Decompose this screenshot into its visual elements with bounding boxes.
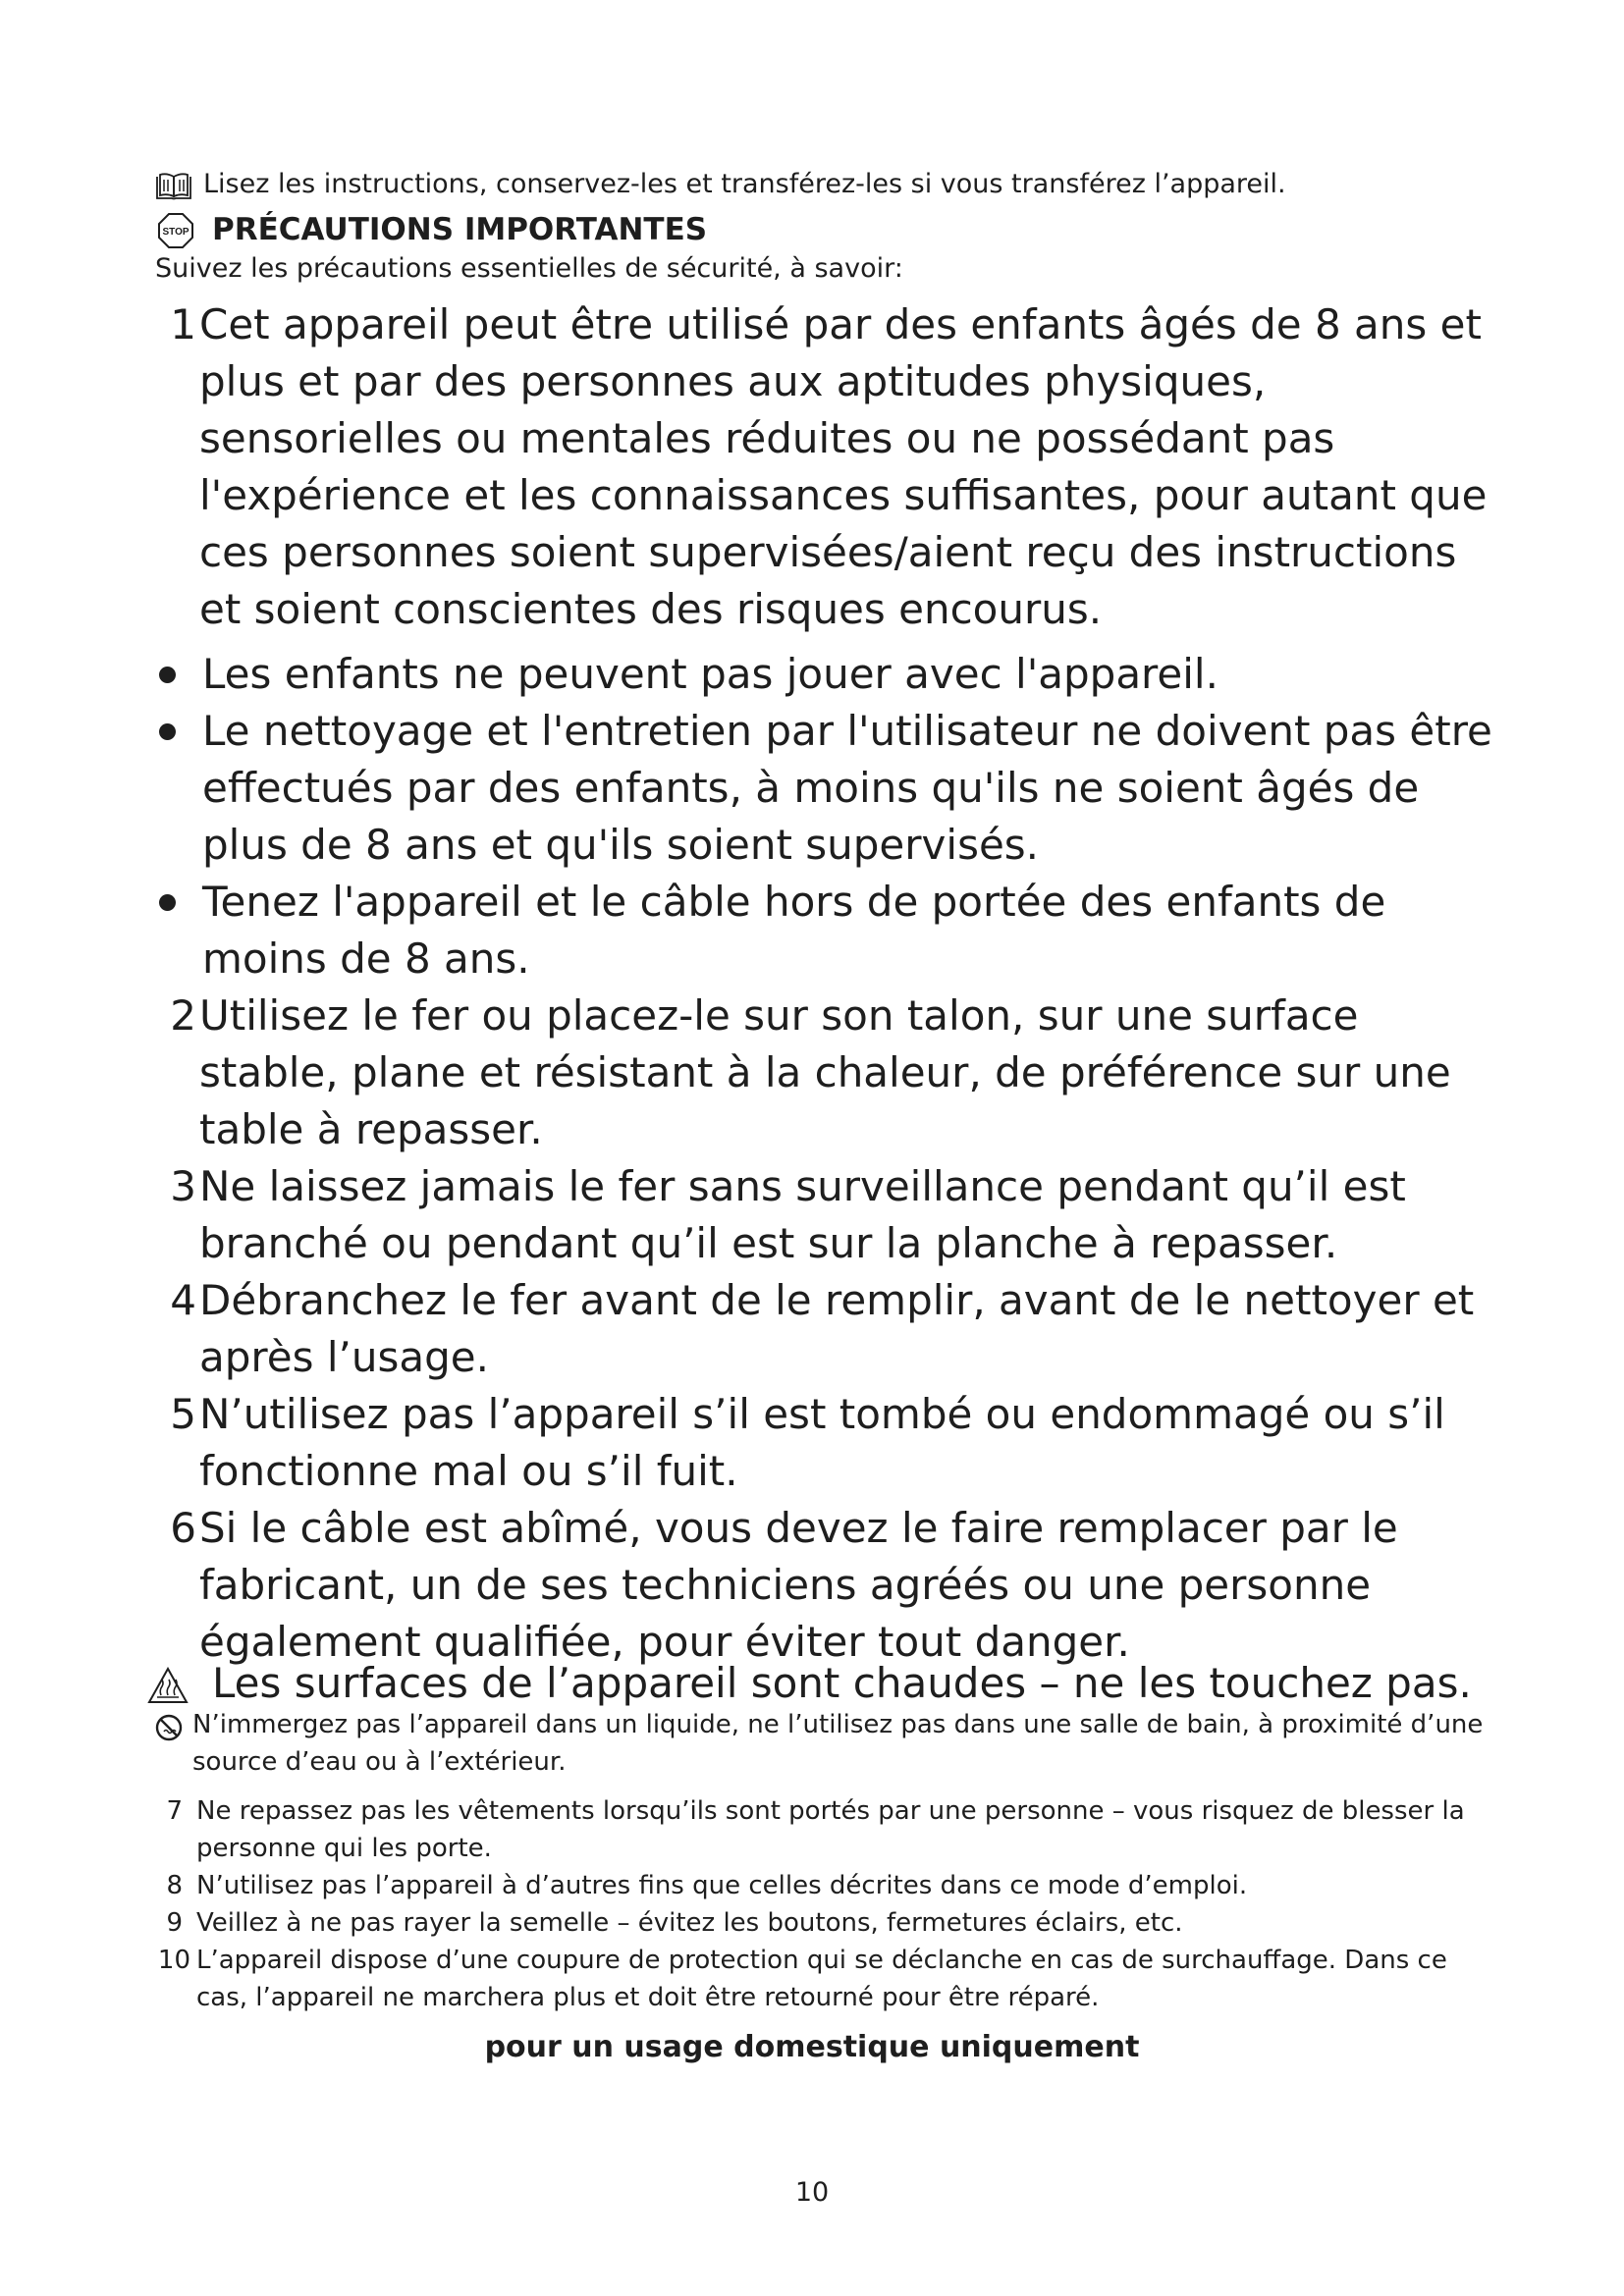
item-text: Veillez à ne pas rayer la semelle – évitez les boutons, fermetures éclairs, etc. [196, 1908, 1183, 1938]
domestic-use-note: pour un usage domestique uniquement [484, 2030, 1140, 2064]
no-immerse-warning: N’immergez pas l’appareil dans un liquide, ne l’utilisez pas dans une salle de bain, à proximité d’une source d’eau ou à l’extérieur. [192, 1710, 1484, 1777]
bullet-dot [159, 667, 176, 683]
svg-text:STOP: STOP [162, 227, 189, 238]
hot-surface-warning-icon [147, 1667, 189, 1704]
item-number: 7 [166, 1796, 183, 1826]
item-text: N’utilisez pas l’appareil s’il est tombé ou endommagé ou s’il fonctionne mal ou s’il fuit. [199, 1390, 1445, 1495]
item-number: 10 [157, 1946, 190, 1975]
bullet-text: Les enfants ne peuvent pas jouer avec l'appareil. [202, 650, 1218, 698]
item-text: Ne repassez pas les vêtements lorsqu’ils sont portés par une personne – vous risquez de blesser la personne qui les porte. [196, 1796, 1465, 1863]
no-immerse-icon [155, 1714, 183, 1741]
page-number: 10 [794, 2177, 830, 2208]
item-text: L’appareil dispose d’une coupure de protection qui se déclanche en cas de surchauffage. Dans ce cas, l’appareil ne marchera plus et doit être retourné pour être réparé. [196, 1946, 1447, 2012]
item-number: 9 [166, 1908, 183, 1938]
item-number: 2 [170, 991, 196, 1040]
bullet-text: Le nettoyage et l'entretien par l'utilisateur ne doivent pas être effectués par des enfants, à moins qu'ils ne soient âgés de plus de 8 ans et qu'ils soient supervisés. [202, 707, 1492, 869]
read-instructions-line: Lisez les instructions, conservez-les et transférez-les si vous transférez l’appareil. [203, 169, 1286, 199]
bullet-dot [159, 723, 176, 740]
item-text: N’utilisez pas l’appareil à d’autres fins que celles décrites dans ce mode d’emploi. [196, 1871, 1248, 1900]
item-text: Si le câble est abîmé, vous devez le faire remplacer par le fabricant, un de ses techniciens agréés ou une personne également qualifiée, pour éviter tout danger. [199, 1504, 1398, 1666]
item-text: Ne laissez jamais le fer sans surveillance pendant qu’il est branché ou pendant qu’il est sur la planche à repasser. [199, 1162, 1406, 1267]
item-number: 5 [170, 1390, 196, 1438]
item-number: 8 [166, 1871, 183, 1900]
book-icon [155, 173, 192, 200]
item-number: 3 [170, 1162, 196, 1210]
subtitle: Suivez les précautions essentielles de sécurité, à savoir: [155, 253, 903, 284]
bullet-text: Tenez l'appareil et le câble hors de portée des enfants de moins de 8 ans. [202, 878, 1386, 983]
item-text: Cet appareil peut être utilisé par des enfants âgés de 8 ans et plus et par des personnes aux aptitudes physiques, sensorielles ou mentales réduites ou ne possédant pas l'expérience et les connaissances suffisantes, pour autant que ces personnes soient supervisées/aient reçu des instructions et soient conscientes des risques encourus. [199, 300, 1488, 633]
item-number: 1 [170, 300, 196, 348]
page-title: PRÉCAUTIONS IMPORTANTES [212, 212, 708, 247]
bullet-dot [159, 894, 176, 911]
item-text: Débranchez le fer avant de le remplir, avant de le nettoyer et après l’usage. [199, 1276, 1475, 1381]
stop-icon [157, 212, 194, 249]
hot-surface-warning: Les surfaces de l’appareil sont chaudes – ne les touchez pas. [212, 1659, 1472, 1707]
item-number: 6 [170, 1504, 196, 1552]
item-number: 4 [170, 1276, 196, 1324]
item-text: Utilisez le fer ou placez-le sur son talon, sur une surface stable, plane et résistant à la chaleur, de préférence sur une table à repasser. [199, 991, 1451, 1153]
